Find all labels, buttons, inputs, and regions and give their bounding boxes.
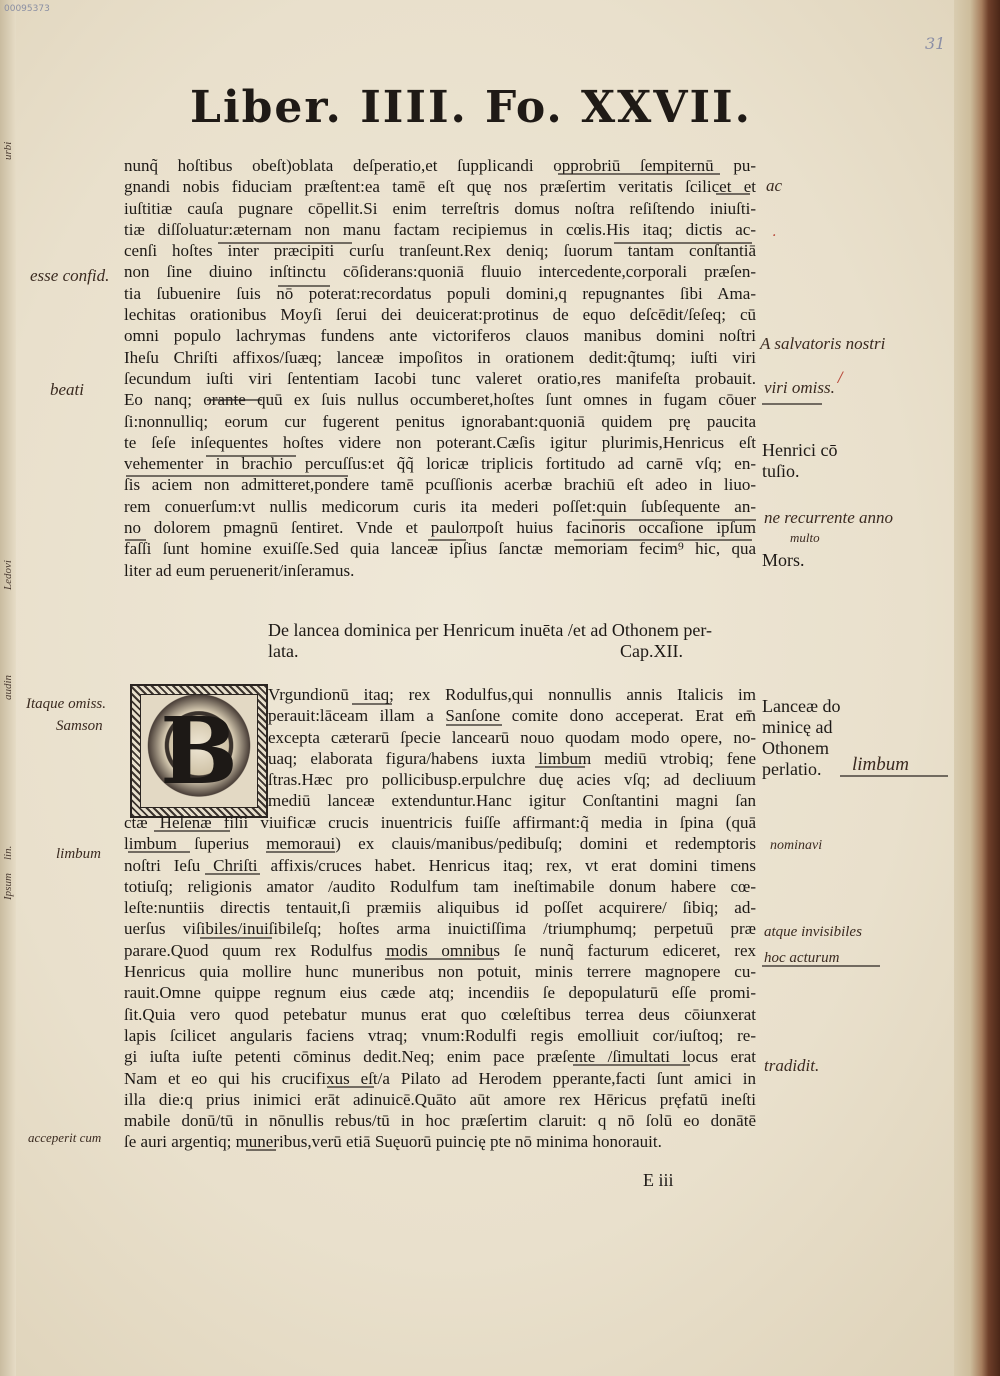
text-line: ſis aciem non admitteret,pondere tamē pcuſſionis acerbæ brachiū eſt adeo in liuo- [124,475,756,495]
chapter-number: Cap.XII. [620,641,683,661]
side-note-henrici-2: tuſio. [762,461,800,481]
red-correction-mark: / [838,370,843,386]
manuscript-note-esse-confid: esse confid. [30,266,110,285]
text-line: ſi:nonnulliq; eorum cur fugerent penitus ignorabant:quoniā quidem prę paucita [124,411,756,431]
initial-letter: B [160,697,238,805]
chapter-title-line1: De lancea dominica per Henricum inuēta /et ad Othonem per- [268,620,712,640]
text-line: ſe auri argentiq; muneribus,verū etiā Suęuorū puincię pte nō minima honorauit. [124,1132,662,1152]
text-line: lapis ſcilicet angularis faciens vtraq; vnum:Rodulfi regis emolliuit cor/iuſtoq; re- [124,1025,756,1045]
side-note-lanceae-1: Lanceæ do [762,696,841,716]
edge-marginalia: audin [2,674,14,700]
text-line: vehementer in brachio percuſſus:et q̃q̃ loricæ triplicis fortitudo ad carnē vſq; en- [124,454,756,474]
archive-number: 00095373 [4,4,50,14]
text-line: uaq; elaborata figura/habens iuxta limbum mediū vtrobiq; fene [268,748,756,768]
text-line: tia ſubuenire ſuis nō poterat:recordatus populi domini,q repugnantes ſibi Ama- [124,283,756,303]
text-line: excepta cæterarū ſpecie lancearū nouo quodam modo opere, no- [268,727,756,747]
manuscript-note-acceperit-cum: acceperit cum [28,1130,102,1145]
manuscript-note-atque-invisibiles: atque invisibiles [764,924,862,940]
text-line: mabile donū/tū in nōnullis rebus/tū in hoc præſertim claruit: q nō ſolū eo donātē [124,1111,756,1131]
edge-marginalia: Ipsum [2,873,14,900]
text-line: Eo nanq; orante quū ex ſuis nullus occumberet,hoſtes ſunt omnes in fugam cōuer [124,390,756,410]
manuscript-note-a-salvatoris: A salvatoris nostri [760,334,886,353]
text-line: leſte:nuntiis directis tentauit,ſi præmiis aliquibus id poſſet acquirere/ ſibiq; ad- [124,898,756,918]
text-line: totiuſq; religionis amator /audito Rodulfum tam ineſtimabile donum habere cœ- [124,876,756,896]
text-line: no dolorem pmagnū ſentiret. Vnde et pauloπpoſt huius facinoris occaſione ipſum [124,518,756,538]
text-line: lechitas orationibus Moyſi ſerui dei deuicerat:protinus de equo deſcēdit/ſeſeq; cū [124,305,756,325]
manuscript-note-viri-omiss: viri omiss. [764,378,835,397]
side-note-lanceae-2: minicę ad [762,717,833,737]
text-line: iuſtitiæ cauſa pugnare cōpellit.Si enim terreſtris domus noſtra reſiſtendo iniuſti- [124,198,756,218]
manuscript-note-ne-recurrente: ne recurrente anno [764,508,894,527]
text-line: gnandi nobis fiduciam præſtent:ea tamē eſt quę nos præſertim veritatis ſcilicet et [124,177,756,197]
edge-marginalia: lin. [2,845,14,860]
text-line: illa die:q prius inimici erāt adinuicē.Quāto aūt amore rex Hēricus pręfatū ineſti [124,1089,756,1109]
text-line: noſtri Ieſu Chriſti affixis/cruces habet. Henricus itaq; rex, vt erat domini timens [124,855,756,875]
text-line: cenſi hoſtes inter præcipiti curſu tranſeunt.Rex deniq; ſuorum tantam conſtantiā [124,241,756,261]
text-line: perauit:lāceam illam a Sanſone comite dono acceperat. Erat em̄ [268,706,756,726]
manuscript-note-itaque-omiss: Itaque omiss. [26,696,106,712]
manuscript-note-multo: multo [790,530,820,545]
chapter-title-line2: lata. [268,641,299,661]
text-line: ctæ Helenæ filii viuificæ crucis inuentricis fuiſſe affirmant:q̃ media in ſpina (quā [124,813,756,832]
manuscript-note-ac: ac [766,176,783,195]
text-line: omni populo lachrymas fundens ante victoriferos clauos manibus domini noſtri [124,326,756,346]
manuscript-note-hoc-acturum: hoc acturum [764,950,840,966]
side-note-mors: Mors. [762,550,805,570]
manuscript-note-tradidit: tradidit. [764,1056,820,1075]
text-line: Vrgundionū itaq; rex Rodulfus,qui nonnullis annis Italicis im [268,685,756,704]
signature-mark: E iii [643,1170,674,1190]
text-line: Iheſu Chriſti affixos/ſuæq; lanceæ impoſitos in orationem dedit:q̃tumq; iuſti viri [124,347,756,367]
running-head-book: Liber. IIII. [190,82,468,133]
running-head-folio: Fo. XXVII. [485,82,752,133]
manuscript-note-limbum-left: limbum [56,846,101,862]
manuscript-note-limbum-right: limbum [852,754,909,775]
edge-marginalia: Ledovi [2,560,14,590]
manuscript-note-nominavi: nominavi [770,838,823,853]
text-line: uerſus viſibiles/inuiſibileſq; hoſtes arma inuictiſſima /triumphumq; perpetuū præ [124,919,756,939]
text-line: tiæ diſſoluatur:æternam non manu factam recipiemus in cœlis.His itaq; dictis ac- [124,219,756,239]
text-line: liter ad eum peruenerit/inſeramus. [124,560,355,580]
edge-marginalia: urbi [2,141,14,160]
pencil-folio-number: 31 [925,34,946,53]
text-line: Nam et eo qui his crucifixus eſt/a Pilato ad Herodem pperante,facti ſunt amici in [124,1068,756,1088]
text-line: ſit.Quia vero quod petebatur munus erat quo cœleſtibus terrea deus cōiunxerat [124,1004,756,1024]
text-line: gi iuſta iuſte petenti cōminus dedit.Neq; enim pace præſente /ſimultati locus erat [124,1047,756,1067]
text-line: rem conuerſum:vt nullis medicorum curis ita mederi poſſet:quin ſubſequente an- [124,496,756,516]
side-note-lanceae-3: Othonem [762,738,829,758]
text-line: Henricus quia mollire hunc muneribus non potuit, minis terrere magnopere cu- [124,962,756,982]
side-note-henrici-1: Henrici cō [762,440,838,460]
text-line: mediū lanceæ extenduntur.Hanc igitur Conſtantini magni ſan [268,791,756,811]
manuscript-note-samson: Samson [56,718,103,734]
red-correction-mark: · [772,228,777,244]
text-line: ſecundum iuſti viri ſententiam Iacobi tunc valeret oratio,res manifeſta probauit. [124,368,756,388]
text-line: rauit.Omne quippe regnum eius cæde atq; incendiis ſe depopulaturū eſſe promi- [124,983,756,1003]
text-line: non ſine diuino inſtinctu cōſiderans:quoniā fluuio intercedente,corporali præſen- [124,262,756,282]
text-line: parare.Quod quum rex Rodulfus modis omnibus ſe nunq̃ facturum ediceret, rex [124,940,756,960]
text-line: ſtras.Hæc pro pollicibusp.erpulchre duę acies vſq; ad decliuum [268,770,756,790]
text-line: limbum ſuperius memoraui) ex clauis/manibus/pedibuſq; domini et redemptoris [124,834,756,854]
text-line: nunq̃ hoſtibus obeſt)oblata deſperatio,et ſupplicandi opprobriū ſempiternū pu- [124,156,756,175]
text-line: faſſi ſunt homine exuiſſe.Sed quia lanceæ ipſius ſanctæ memoriam fecim⁹ hic, qua [124,539,756,559]
manuscript-note-beati: beati [50,380,84,399]
side-note-lanceae-4: perlatio. [762,759,822,779]
text-line: te ſeſe inſequentes hoſtes videre non poterant.Cæſis igitur plurimis,Henricus eſt [124,432,756,452]
